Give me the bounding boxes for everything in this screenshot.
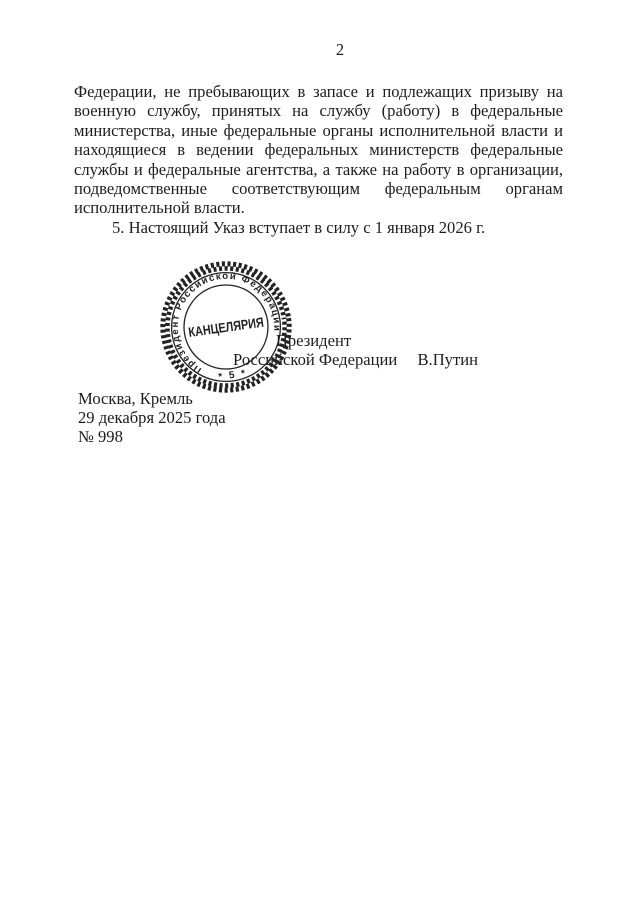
body-line: военную службу, принятых на службу (работу) в федеральные	[74, 101, 563, 121]
stamp-outer-decorative-ring-2	[160, 261, 292, 393]
body-line: службы и федеральные агентства, а также на работу в организации,	[74, 159, 563, 179]
stamp-middle-circle	[165, 266, 288, 389]
stamp-center-text: КАНЦЕЛЯРИЯ	[187, 314, 265, 341]
footer-date: 29 декабря 2025 года	[78, 407, 226, 427]
signature-title-line2: Российской Федерации	[233, 350, 398, 369]
decree-body-text	[74, 82, 563, 237]
body-line: Федерации, не пребывающих в запасе и подлежащих призыву на	[74, 82, 563, 101]
signature-title-line1: Президент	[275, 331, 352, 350]
body-line: исполнительной власти.	[74, 198, 245, 218]
signature-block	[233, 331, 478, 369]
stamp-ring-text: Президент Российской Федерации	[169, 270, 283, 376]
stamp-outer-decorative-ring	[156, 257, 296, 397]
stamp-seal-icon	[156, 257, 296, 397]
body-line: находящиеся в ведении федеральных министерств федеральные	[74, 140, 563, 160]
footer-number: № 998	[78, 426, 123, 446]
body-line: министерства, иные федеральные органы исполнительной власти и	[74, 120, 563, 140]
body-line: подведомственные соответствующим федеральным органам	[74, 178, 563, 198]
clause-line: 5. Настоящий Указ вступает в силу с 1 января 2026 г.	[112, 217, 486, 237]
official-stamp	[156, 257, 296, 397]
footer-place: Москва, Кремль	[78, 389, 193, 408]
signature-row	[233, 350, 478, 369]
footer-block	[78, 390, 226, 446]
signature-name: В.Путин	[417, 350, 478, 369]
stamp-bottom-number: * 5 *	[217, 368, 248, 383]
page-number: 2	[335, 40, 345, 59]
